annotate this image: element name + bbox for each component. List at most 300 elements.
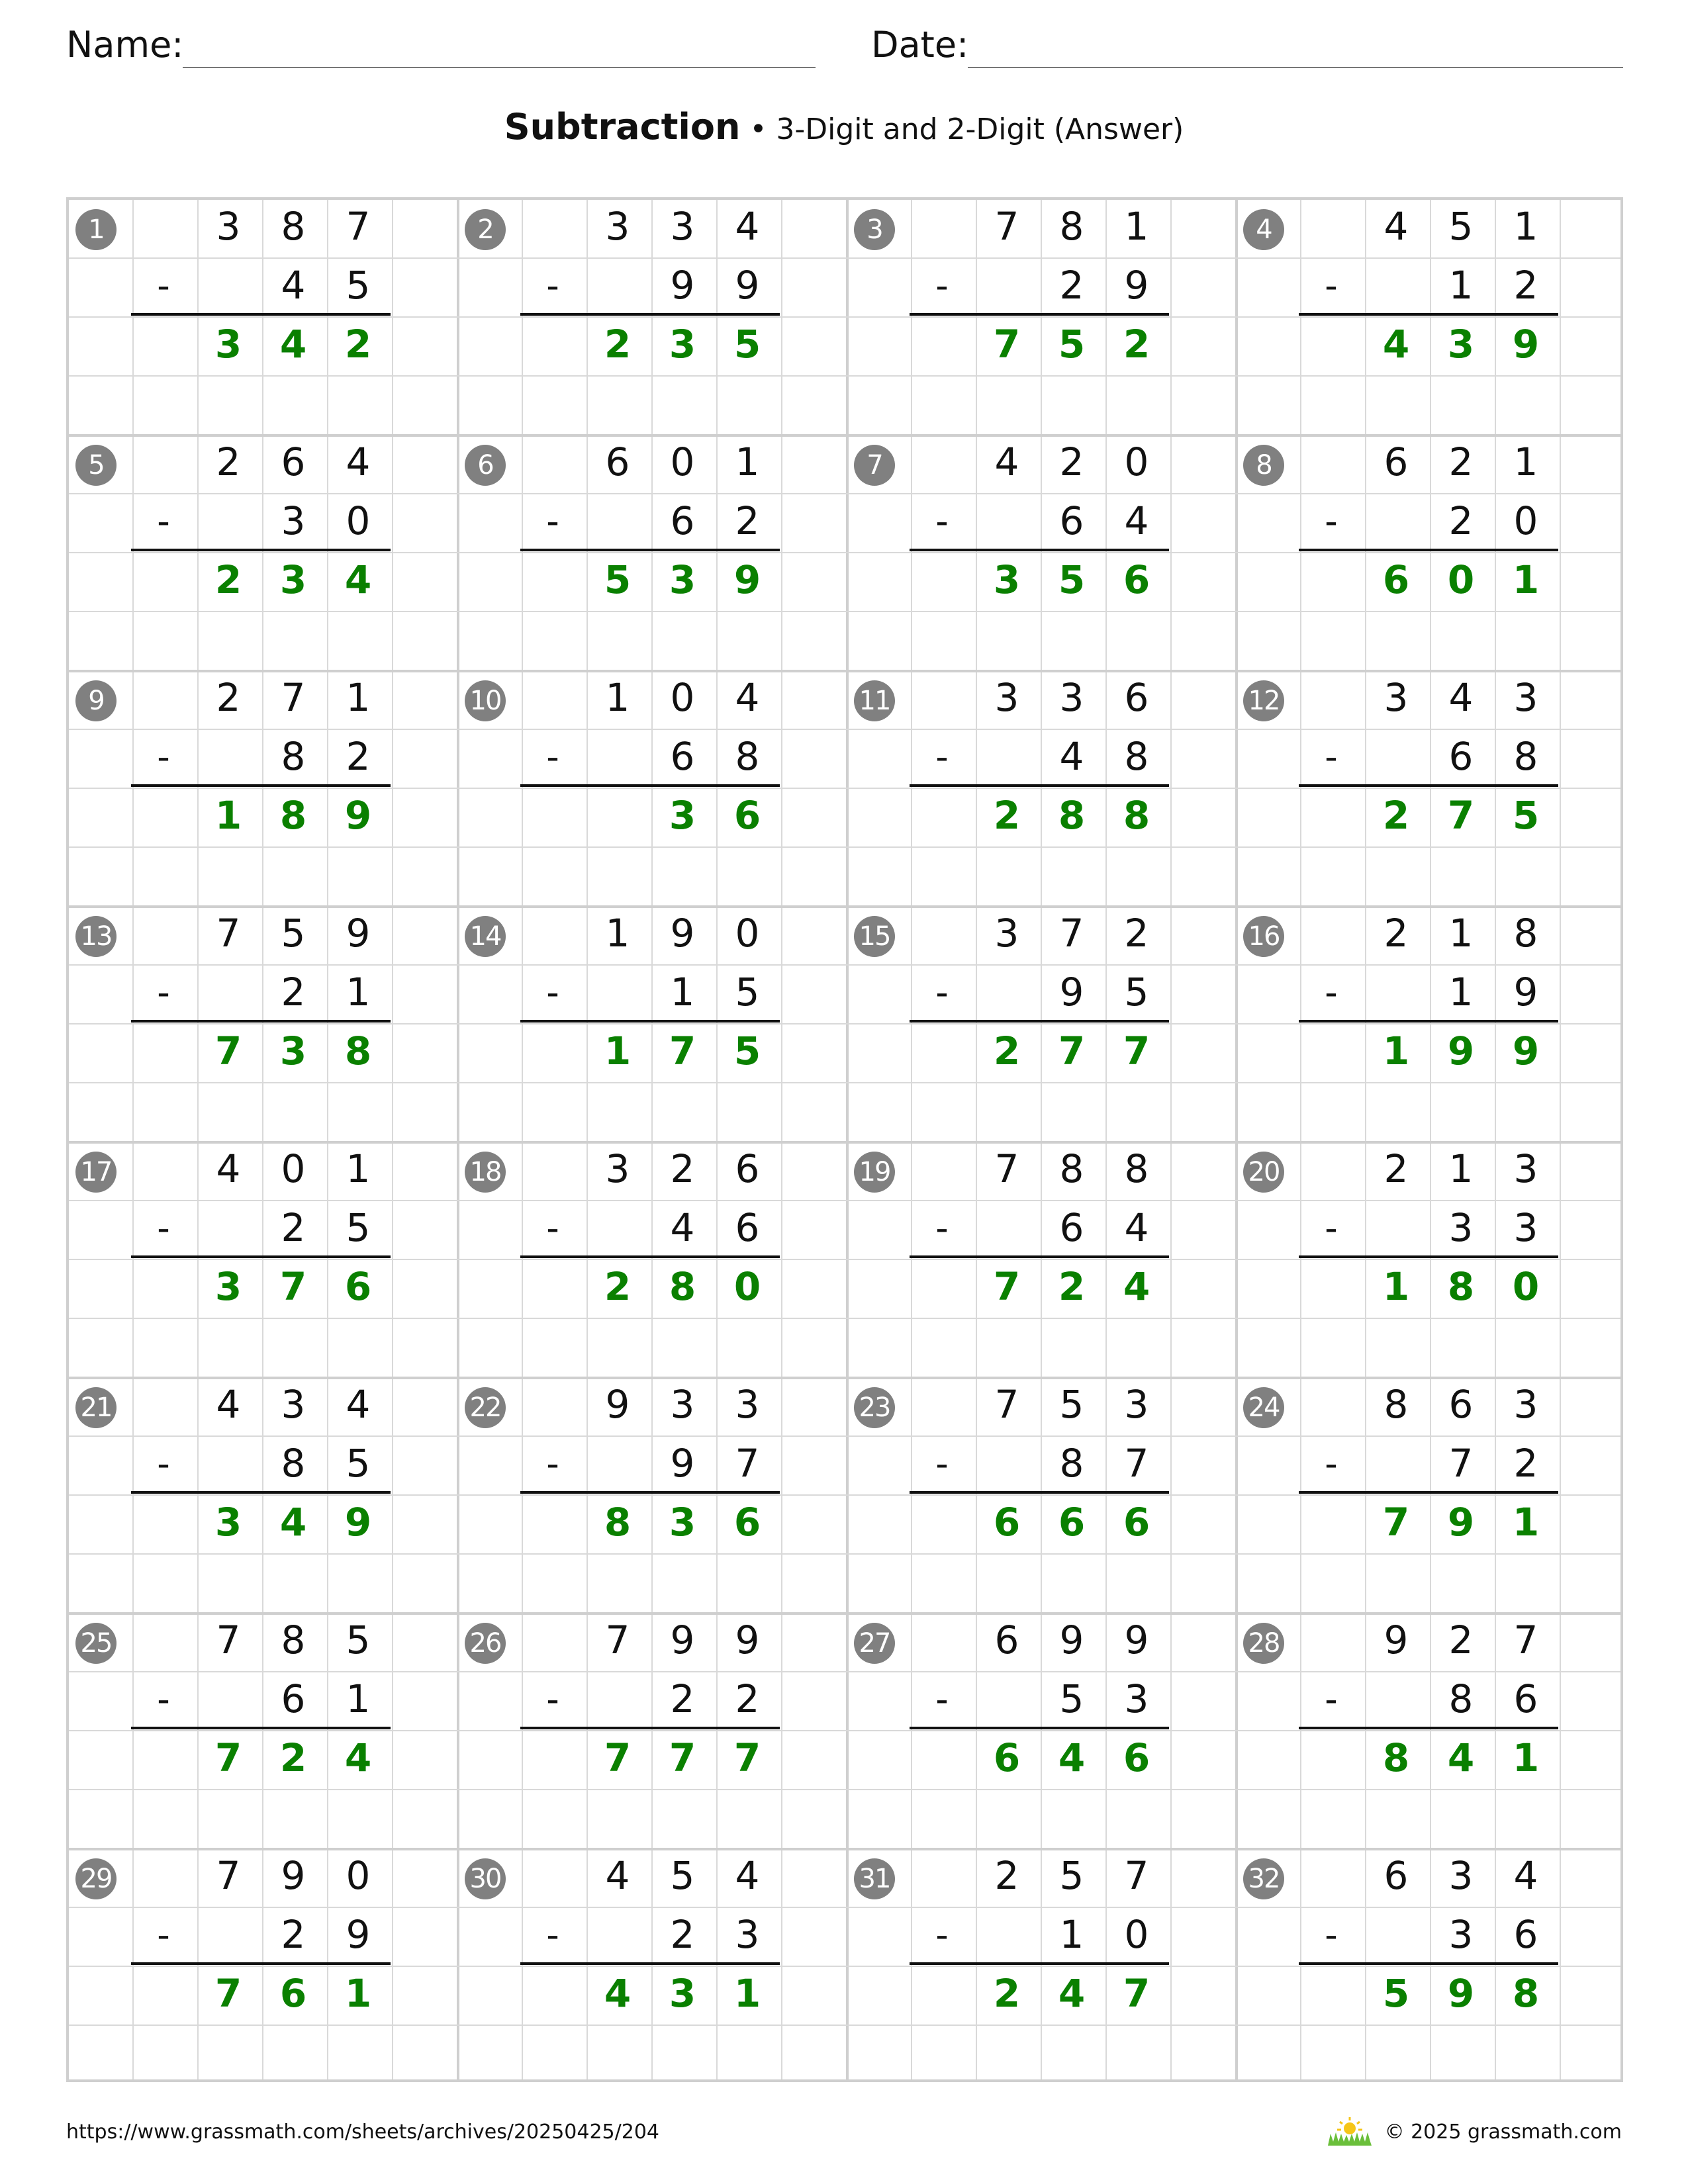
problem-number-badge: 2 bbox=[465, 209, 506, 250]
minus-sign: - bbox=[157, 1443, 170, 1484]
minuend-digit: 3 bbox=[605, 204, 630, 249]
problem-number-badge: 15 bbox=[854, 916, 895, 957]
subtrahend-digit bbox=[974, 1199, 1039, 1257]
answer-rule bbox=[1299, 549, 1558, 551]
subtrahend-digit: 3 bbox=[1448, 1912, 1474, 1957]
minus-sign: - bbox=[157, 972, 170, 1013]
minuend-digit: 6 bbox=[1448, 1382, 1474, 1427]
minuend-digit: 6 bbox=[605, 439, 630, 484]
minus-sign: - bbox=[1325, 1678, 1338, 1720]
subtrahend-digit bbox=[196, 727, 261, 786]
answer-rule bbox=[131, 313, 391, 316]
minuend-digit: 9 bbox=[1383, 1617, 1409, 1662]
minus-sign: - bbox=[157, 1207, 170, 1249]
minuend-digit: 2 bbox=[1124, 911, 1149, 956]
minus-sign: - bbox=[1325, 500, 1338, 542]
answer-rule bbox=[1299, 1020, 1558, 1023]
minus-sign: - bbox=[546, 265, 559, 306]
answer-digit: 4 bbox=[1058, 1971, 1086, 2016]
answer-digit: 2 bbox=[993, 1971, 1021, 2016]
problem-card bbox=[845, 1846, 1234, 2082]
subtrahend-digit bbox=[196, 1670, 261, 1729]
subtrahend-digit: 4 bbox=[1059, 734, 1084, 779]
problem-card bbox=[845, 1611, 1234, 1846]
subtrahend-digit: 6 bbox=[1448, 734, 1474, 779]
minuend-digit: 1 bbox=[1513, 204, 1538, 249]
answer-digit: 8 bbox=[1382, 1735, 1410, 1780]
subtrahend-digit: 3 bbox=[735, 1912, 760, 1957]
subtrahend-digit: 2 bbox=[281, 970, 306, 1015]
subtrahend-digit bbox=[585, 963, 650, 1022]
answer-digit: 7 bbox=[214, 1735, 242, 1780]
answer-rule bbox=[131, 549, 391, 551]
minuend-digit: 4 bbox=[1513, 1853, 1538, 1898]
problem-number-badge: 9 bbox=[75, 680, 117, 721]
answer-digit: 1 bbox=[1512, 1735, 1540, 1780]
problem-number-badge: 7 bbox=[854, 445, 895, 486]
problem-card bbox=[845, 1140, 1234, 1375]
answer-digit: 8 bbox=[669, 1264, 696, 1309]
subtrahend-digit: 0 bbox=[346, 498, 371, 543]
subtrahend-digit: 6 bbox=[1513, 1676, 1538, 1721]
problem-number-badge: 24 bbox=[1243, 1387, 1284, 1428]
minuend-digit: 2 bbox=[1448, 439, 1474, 484]
problem-card bbox=[66, 197, 455, 433]
minuend-digit: 3 bbox=[216, 204, 241, 249]
minuend-digit: 3 bbox=[994, 911, 1019, 956]
minuend-digit: 3 bbox=[1513, 675, 1538, 720]
answer-rule bbox=[520, 1491, 780, 1494]
minuend-digit: 8 bbox=[1124, 1146, 1149, 1191]
problem-card bbox=[66, 904, 455, 1140]
answer-digit: 1 bbox=[1382, 1028, 1410, 1073]
minuend-digit: 4 bbox=[216, 1382, 241, 1427]
problem-number-badge: 22 bbox=[465, 1387, 506, 1428]
minuend-digit: 8 bbox=[1059, 204, 1084, 249]
subtrahend-digit: 9 bbox=[346, 1912, 371, 1957]
subtrahend-digit: 6 bbox=[281, 1676, 306, 1721]
problem-card bbox=[66, 1846, 455, 2082]
problem-number-badge: 8 bbox=[1243, 445, 1284, 486]
answer-digit: 2 bbox=[604, 322, 632, 367]
answer-digit: 6 bbox=[993, 1500, 1021, 1545]
answer-digit: 4 bbox=[1058, 1735, 1086, 1780]
answer-rule bbox=[520, 1727, 780, 1729]
subtrahend-digit: 4 bbox=[281, 263, 306, 308]
answer-digit: 3 bbox=[214, 322, 242, 367]
answer-digit: 6 bbox=[993, 1735, 1021, 1780]
answer-rule bbox=[520, 1020, 780, 1023]
subtrahend-digit: 5 bbox=[735, 970, 760, 1015]
minuend-digit: 7 bbox=[216, 1617, 241, 1662]
name-line[interactable] bbox=[183, 67, 816, 68]
answer-digit: 4 bbox=[279, 1500, 307, 1545]
minuend-digit: 7 bbox=[216, 1853, 241, 1898]
answer-rule bbox=[1299, 1962, 1558, 1965]
problem-number-badge: 27 bbox=[854, 1623, 895, 1664]
subtrahend-digit: 8 bbox=[1513, 734, 1538, 779]
minuend-digit: 2 bbox=[1383, 911, 1409, 956]
minuend-digit: 3 bbox=[670, 1382, 695, 1427]
minus-sign: - bbox=[157, 736, 170, 778]
subtrahend-digit: 7 bbox=[1448, 1441, 1474, 1486]
answer-rule bbox=[520, 1255, 780, 1258]
answer-rule bbox=[910, 313, 1169, 316]
minuend-digit: 7 bbox=[1124, 1853, 1149, 1898]
minuend-digit: 9 bbox=[346, 911, 371, 956]
answer-digit: 3 bbox=[669, 557, 696, 602]
problem-card bbox=[455, 1140, 845, 1375]
minuend-digit: 5 bbox=[670, 1853, 695, 1898]
subtrahend-digit: 4 bbox=[1124, 498, 1149, 543]
answer-digit: 3 bbox=[1447, 322, 1475, 367]
problem-number-badge: 29 bbox=[75, 1858, 117, 1899]
problem-number-badge: 4 bbox=[1243, 209, 1284, 250]
answer-digit: 4 bbox=[279, 322, 307, 367]
minuend-digit: 1 bbox=[605, 675, 630, 720]
answer-rule bbox=[910, 1020, 1169, 1023]
problem-card bbox=[455, 433, 845, 668]
answer-digit: 1 bbox=[1512, 1500, 1540, 1545]
subtrahend-digit bbox=[196, 492, 261, 551]
answer-rule bbox=[520, 784, 780, 787]
subtrahend-digit: 2 bbox=[670, 1676, 695, 1721]
problem-number-badge: 23 bbox=[854, 1387, 895, 1428]
subtrahend-digit bbox=[974, 1905, 1039, 1964]
subtrahend-digit: 9 bbox=[670, 263, 695, 308]
minuend-digit: 4 bbox=[735, 1853, 760, 1898]
minuend-digit: 1 bbox=[1513, 439, 1538, 484]
subtrahend-digit: 2 bbox=[1059, 263, 1084, 308]
answer-digit bbox=[585, 786, 650, 845]
answer-digit: 1 bbox=[604, 1028, 632, 1073]
subtrahend-digit bbox=[585, 1670, 650, 1729]
answer-rule bbox=[131, 1255, 391, 1258]
subtrahend-digit bbox=[585, 1199, 650, 1257]
subtrahend-digit: 2 bbox=[1513, 1441, 1538, 1486]
problem-number-badge: 20 bbox=[1243, 1152, 1284, 1193]
problem-number-badge: 21 bbox=[75, 1387, 117, 1428]
subtrahend-digit: 3 bbox=[1448, 1205, 1474, 1250]
page-title bbox=[0, 106, 1688, 148]
minuend-digit: 9 bbox=[1059, 1617, 1084, 1662]
answer-digit: 0 bbox=[733, 1264, 761, 1309]
minuend-digit: 7 bbox=[994, 204, 1019, 249]
answer-digit: 1 bbox=[1512, 557, 1540, 602]
answer-digit: 3 bbox=[669, 322, 696, 367]
subtrahend-digit: 6 bbox=[670, 734, 695, 779]
subtrahend-digit: 8 bbox=[1124, 734, 1149, 779]
problem-number-badge: 16 bbox=[1243, 916, 1284, 957]
minus-sign: - bbox=[157, 265, 170, 306]
minuend-digit: 3 bbox=[1059, 675, 1084, 720]
answer-digit: 1 bbox=[214, 793, 242, 838]
subtrahend-digit: 6 bbox=[735, 1205, 760, 1250]
minus-sign: - bbox=[1325, 1914, 1338, 1956]
minuend-digit: 6 bbox=[1124, 675, 1149, 720]
answer-digit: 6 bbox=[1123, 1735, 1150, 1780]
answer-digit: 6 bbox=[1382, 557, 1410, 602]
minus-sign: - bbox=[546, 736, 559, 778]
subtrahend-digit: 2 bbox=[670, 1912, 695, 1957]
minuend-digit: 7 bbox=[1513, 1617, 1538, 1662]
minus-sign: - bbox=[546, 1914, 559, 1956]
answer-digit: 2 bbox=[1058, 1264, 1086, 1309]
minuend-digit: 3 bbox=[1124, 1382, 1149, 1427]
answer-digit: 4 bbox=[1447, 1735, 1475, 1780]
minuend-digit: 2 bbox=[1383, 1146, 1409, 1191]
subtrahend-digit bbox=[974, 492, 1039, 551]
minuend-digit: 2 bbox=[216, 439, 241, 484]
minus-sign: - bbox=[546, 1443, 559, 1484]
answer-digit: 4 bbox=[604, 1971, 632, 2016]
answer-rule bbox=[910, 1727, 1169, 1729]
subtrahend-digit: 9 bbox=[735, 263, 760, 308]
minus-sign: - bbox=[935, 500, 949, 542]
answer-digit: 2 bbox=[279, 1735, 307, 1780]
minuend-digit: 3 bbox=[281, 1382, 306, 1427]
answer-digit: 2 bbox=[604, 1264, 632, 1309]
worksheet-grid bbox=[66, 197, 1623, 2082]
minuend-digit: 7 bbox=[994, 1382, 1019, 1427]
minus-sign: - bbox=[1325, 1443, 1338, 1484]
minuend-digit: 3 bbox=[994, 675, 1019, 720]
minuend-digit: 3 bbox=[1513, 1146, 1538, 1191]
answer-rule bbox=[910, 1255, 1169, 1258]
footer-copyright: © 2025 grassmath.com bbox=[1384, 2120, 1622, 2144]
problem-card bbox=[1234, 904, 1623, 1140]
answer-digit: 6 bbox=[1123, 557, 1150, 602]
answer-rule bbox=[910, 1962, 1169, 1965]
problem-card bbox=[845, 197, 1234, 433]
subtrahend-digit bbox=[1364, 256, 1429, 315]
minus-sign: - bbox=[157, 1914, 170, 1956]
answer-digit: 7 bbox=[733, 1735, 761, 1780]
minuend-digit: 4 bbox=[605, 1853, 630, 1898]
problem-number-badge: 32 bbox=[1243, 1858, 1284, 1899]
problem-number-badge: 30 bbox=[465, 1858, 506, 1899]
minus-sign: - bbox=[1325, 265, 1338, 306]
subtrahend-digit: 9 bbox=[1513, 970, 1538, 1015]
minuend-digit: 0 bbox=[281, 1146, 306, 1191]
answer-digit: 4 bbox=[1123, 1264, 1150, 1309]
answer-rule bbox=[910, 1491, 1169, 1494]
answer-digit: 8 bbox=[1447, 1264, 1475, 1309]
subtrahend-digit: 5 bbox=[1059, 1676, 1084, 1721]
subtrahend-digit: 2 bbox=[346, 734, 371, 779]
answer-digit: 7 bbox=[993, 1264, 1021, 1309]
problem-card bbox=[455, 1846, 845, 2082]
answer-digit: 8 bbox=[279, 793, 307, 838]
subtrahend-digit bbox=[1364, 1670, 1429, 1729]
minus-sign: - bbox=[935, 736, 949, 778]
problem-number-badge: 26 bbox=[465, 1623, 506, 1664]
minuend-digit: 1 bbox=[346, 1146, 371, 1191]
minuend-digit: 0 bbox=[670, 439, 695, 484]
minuend-digit: 7 bbox=[605, 1617, 630, 1662]
minuend-digit: 0 bbox=[670, 675, 695, 720]
subtrahend-digit bbox=[974, 1434, 1039, 1493]
answer-rule bbox=[1299, 1491, 1558, 1494]
problem-card bbox=[66, 433, 455, 668]
problem-card bbox=[66, 668, 455, 904]
subtrahend-digit: 4 bbox=[670, 1205, 695, 1250]
date-line[interactable] bbox=[968, 67, 1623, 68]
subtrahend-digit bbox=[974, 1670, 1039, 1729]
problem-number-badge: 28 bbox=[1243, 1623, 1284, 1664]
minuend-digit: 3 bbox=[1513, 1382, 1538, 1427]
subtrahend-digit: 5 bbox=[346, 263, 371, 308]
minus-sign: - bbox=[935, 1207, 949, 1249]
problem-number-badge: 31 bbox=[854, 1858, 895, 1899]
subtrahend-digit bbox=[196, 1434, 261, 1493]
subtrahend-digit bbox=[196, 1199, 261, 1257]
subtrahend-digit: 1 bbox=[1059, 1912, 1084, 1957]
minuend-digit: 6 bbox=[735, 1146, 760, 1191]
minuend-digit: 8 bbox=[281, 204, 306, 249]
problem-card bbox=[66, 1375, 455, 1611]
minuend-digit: 5 bbox=[281, 911, 306, 956]
minus-sign: - bbox=[546, 1207, 559, 1249]
subtrahend-digit: 8 bbox=[1448, 1676, 1474, 1721]
minuend-digit: 1 bbox=[346, 675, 371, 720]
answer-digit: 9 bbox=[1447, 1028, 1475, 1073]
minuend-digit: 5 bbox=[1059, 1853, 1084, 1898]
minus-sign: - bbox=[935, 1678, 949, 1720]
answer-rule bbox=[1299, 313, 1558, 316]
grass-sun-logo-icon bbox=[1327, 2115, 1373, 2146]
minuend-digit: 1 bbox=[1448, 1146, 1474, 1191]
problem-number-badge: 1 bbox=[75, 209, 117, 250]
subtrahend-digit bbox=[585, 1905, 650, 1964]
minuend-digit: 6 bbox=[994, 1617, 1019, 1662]
answer-digit: 9 bbox=[1447, 1971, 1475, 2016]
minuend-digit: 9 bbox=[281, 1853, 306, 1898]
minuend-digit: 2 bbox=[216, 675, 241, 720]
minuend-digit: 8 bbox=[281, 1617, 306, 1662]
problem-card bbox=[1234, 668, 1623, 904]
answer-digit: 3 bbox=[669, 1971, 696, 2016]
answer-digit: 7 bbox=[1123, 1028, 1150, 1073]
answer-digit: 6 bbox=[733, 1500, 761, 1545]
answer-digit: 2 bbox=[993, 1028, 1021, 1073]
subtrahend-digit: 8 bbox=[735, 734, 760, 779]
answer-rule bbox=[520, 549, 780, 551]
subtrahend-digit bbox=[974, 256, 1039, 315]
answer-digit: 9 bbox=[344, 793, 372, 838]
answer-digit: 8 bbox=[604, 1500, 632, 1545]
minuend-digit: 4 bbox=[1383, 204, 1409, 249]
subtrahend-digit: 6 bbox=[1059, 498, 1084, 543]
problem-card bbox=[1234, 1611, 1623, 1846]
minuend-digit: 3 bbox=[605, 1146, 630, 1191]
subtrahend-digit: 2 bbox=[735, 498, 760, 543]
problem-card bbox=[455, 668, 845, 904]
minuend-digit: 8 bbox=[1059, 1146, 1084, 1191]
subtrahend-digit: 3 bbox=[1124, 1676, 1149, 1721]
minuend-digit: 7 bbox=[216, 911, 241, 956]
answer-rule bbox=[1299, 1255, 1558, 1258]
subtrahend-digit: 2 bbox=[1513, 263, 1538, 308]
subtrahend-digit: 6 bbox=[1513, 1912, 1538, 1957]
answer-digit: 5 bbox=[1382, 1971, 1410, 2016]
answer-digit: 7 bbox=[669, 1735, 696, 1780]
subtrahend-digit: 9 bbox=[1059, 970, 1084, 1015]
subtrahend-digit: 9 bbox=[670, 1441, 695, 1486]
answer-digit: 7 bbox=[1123, 1971, 1150, 2016]
answer-digit: 6 bbox=[1123, 1500, 1150, 1545]
minuend-digit: 3 bbox=[735, 1382, 760, 1427]
minus-sign: - bbox=[935, 972, 949, 1013]
subtrahend-digit: 3 bbox=[281, 498, 306, 543]
subtrahend-digit: 2 bbox=[1448, 498, 1474, 543]
problem-card bbox=[455, 1375, 845, 1611]
problem-number-badge: 18 bbox=[465, 1152, 506, 1193]
subtrahend-digit bbox=[1364, 492, 1429, 551]
problem-number-badge: 25 bbox=[75, 1623, 117, 1664]
subtrahend-digit bbox=[974, 727, 1039, 786]
answer-digit: 5 bbox=[733, 1028, 761, 1073]
minuend-digit: 4 bbox=[735, 204, 760, 249]
minus-sign: - bbox=[1325, 1207, 1338, 1249]
problem-number-badge: 3 bbox=[854, 209, 895, 250]
minuend-digit: 3 bbox=[1448, 1853, 1474, 1898]
minuend-digit: 6 bbox=[1383, 439, 1409, 484]
minuend-digit: 9 bbox=[1124, 1617, 1149, 1662]
answer-digit: 7 bbox=[669, 1028, 696, 1073]
minuend-digit: 3 bbox=[670, 204, 695, 249]
subtrahend-digit: 1 bbox=[1448, 970, 1474, 1015]
minuend-digit: 9 bbox=[670, 911, 695, 956]
subtrahend-digit: 5 bbox=[346, 1441, 371, 1486]
answer-digit: 7 bbox=[1058, 1028, 1086, 1073]
problem-card bbox=[1234, 433, 1623, 668]
problem-number-badge: 17 bbox=[75, 1152, 117, 1193]
minus-sign: - bbox=[157, 1678, 170, 1720]
minuend-digit: 9 bbox=[735, 1617, 760, 1662]
subtrahend-digit: 4 bbox=[1124, 1205, 1149, 1250]
subtrahend-digit: 1 bbox=[346, 970, 371, 1015]
answer-digit: 1 bbox=[1382, 1264, 1410, 1309]
answer-digit: 2 bbox=[993, 793, 1021, 838]
problem-card bbox=[66, 1611, 455, 1846]
answer-digit: 2 bbox=[1123, 322, 1150, 367]
answer-digit: 3 bbox=[214, 1264, 242, 1309]
answer-rule bbox=[1299, 784, 1558, 787]
answer-digit: 3 bbox=[214, 1500, 242, 1545]
subtrahend-digit: 0 bbox=[1513, 498, 1538, 543]
subtrahend-digit bbox=[1364, 727, 1429, 786]
problem-number-badge: 12 bbox=[1243, 680, 1284, 721]
answer-digit: 3 bbox=[279, 557, 307, 602]
subtrahend-digit: 8 bbox=[281, 1441, 306, 1486]
answer-digit: 6 bbox=[344, 1264, 372, 1309]
minuend-digit: 7 bbox=[346, 204, 371, 249]
answer-digit: 4 bbox=[344, 1735, 372, 1780]
answer-digit: 5 bbox=[604, 557, 632, 602]
answer-digit: 4 bbox=[344, 557, 372, 602]
footer-url[interactable]: https://www.grassmath.com/sheets/archives/20250425/204 bbox=[66, 2120, 660, 2144]
minuend-digit: 8 bbox=[1513, 911, 1538, 956]
minuend-digit: 4 bbox=[346, 1382, 371, 1427]
answer-digit: 2 bbox=[1382, 793, 1410, 838]
answer-rule bbox=[910, 784, 1169, 787]
minuend-digit: 2 bbox=[994, 1853, 1019, 1898]
subtrahend-digit bbox=[585, 1434, 650, 1493]
answer-digit: 8 bbox=[1058, 793, 1086, 838]
minuend-digit: 5 bbox=[1448, 204, 1474, 249]
answer-digit: 1 bbox=[344, 1971, 372, 2016]
